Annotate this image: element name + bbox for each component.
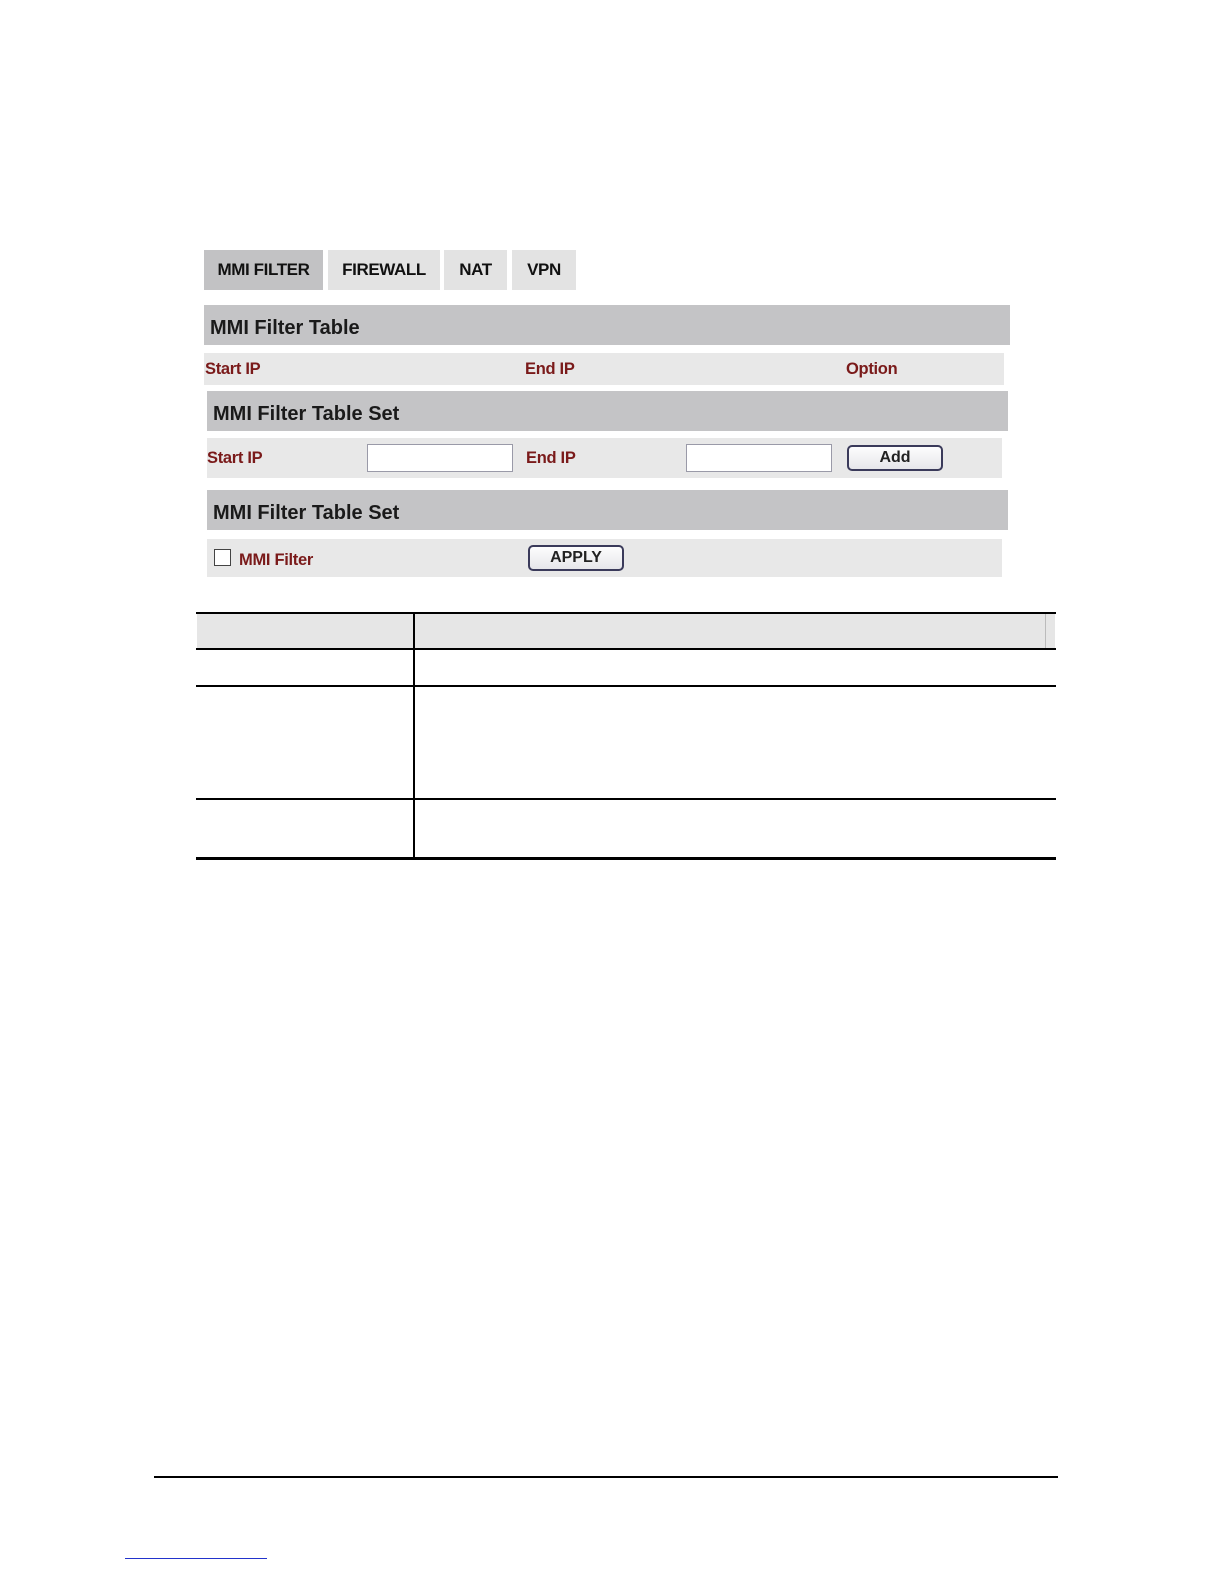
column-start-ip: Start IP <box>205 360 261 378</box>
mmi-filter-label: MMI Filter <box>239 551 313 569</box>
start-ip-label: Start IP <box>207 449 263 467</box>
table-rule <box>196 612 1056 614</box>
end-ip-label: End IP <box>526 449 576 467</box>
tab-vpn[interactable]: VPN <box>512 250 576 290</box>
footer-link-underline <box>125 1558 267 1559</box>
add-button[interactable]: Add <box>847 445 943 471</box>
tab-mmi-filter[interactable]: MMI FILTER <box>204 250 323 290</box>
tab-firewall[interactable]: FIREWALL <box>328 250 440 290</box>
mmi-filter-checkbox[interactable] <box>214 549 231 566</box>
table-rule <box>196 648 1056 650</box>
footer-rule <box>154 1476 1058 1478</box>
filter-set-header: MMI Filter Table Set <box>207 391 1008 431</box>
filter-table-header: MMI Filter Table <box>204 305 1010 345</box>
filter-table-columns <box>204 353 1004 385</box>
table-column-divider <box>413 612 415 859</box>
table-rule <box>196 798 1056 800</box>
table-rule <box>196 857 1056 860</box>
end-ip-input[interactable] <box>686 444 832 472</box>
tab-nat[interactable]: NAT <box>444 250 507 290</box>
column-option: Option <box>846 360 898 378</box>
table-header-edge <box>1045 614 1046 648</box>
description-table-header <box>197 614 1055 648</box>
start-ip-input[interactable] <box>367 444 513 472</box>
apply-button[interactable]: APPLY <box>528 545 624 571</box>
column-end-ip: End IP <box>525 360 575 378</box>
table-rule <box>196 685 1056 687</box>
filter-enable-header: MMI Filter Table Set <box>207 490 1008 530</box>
